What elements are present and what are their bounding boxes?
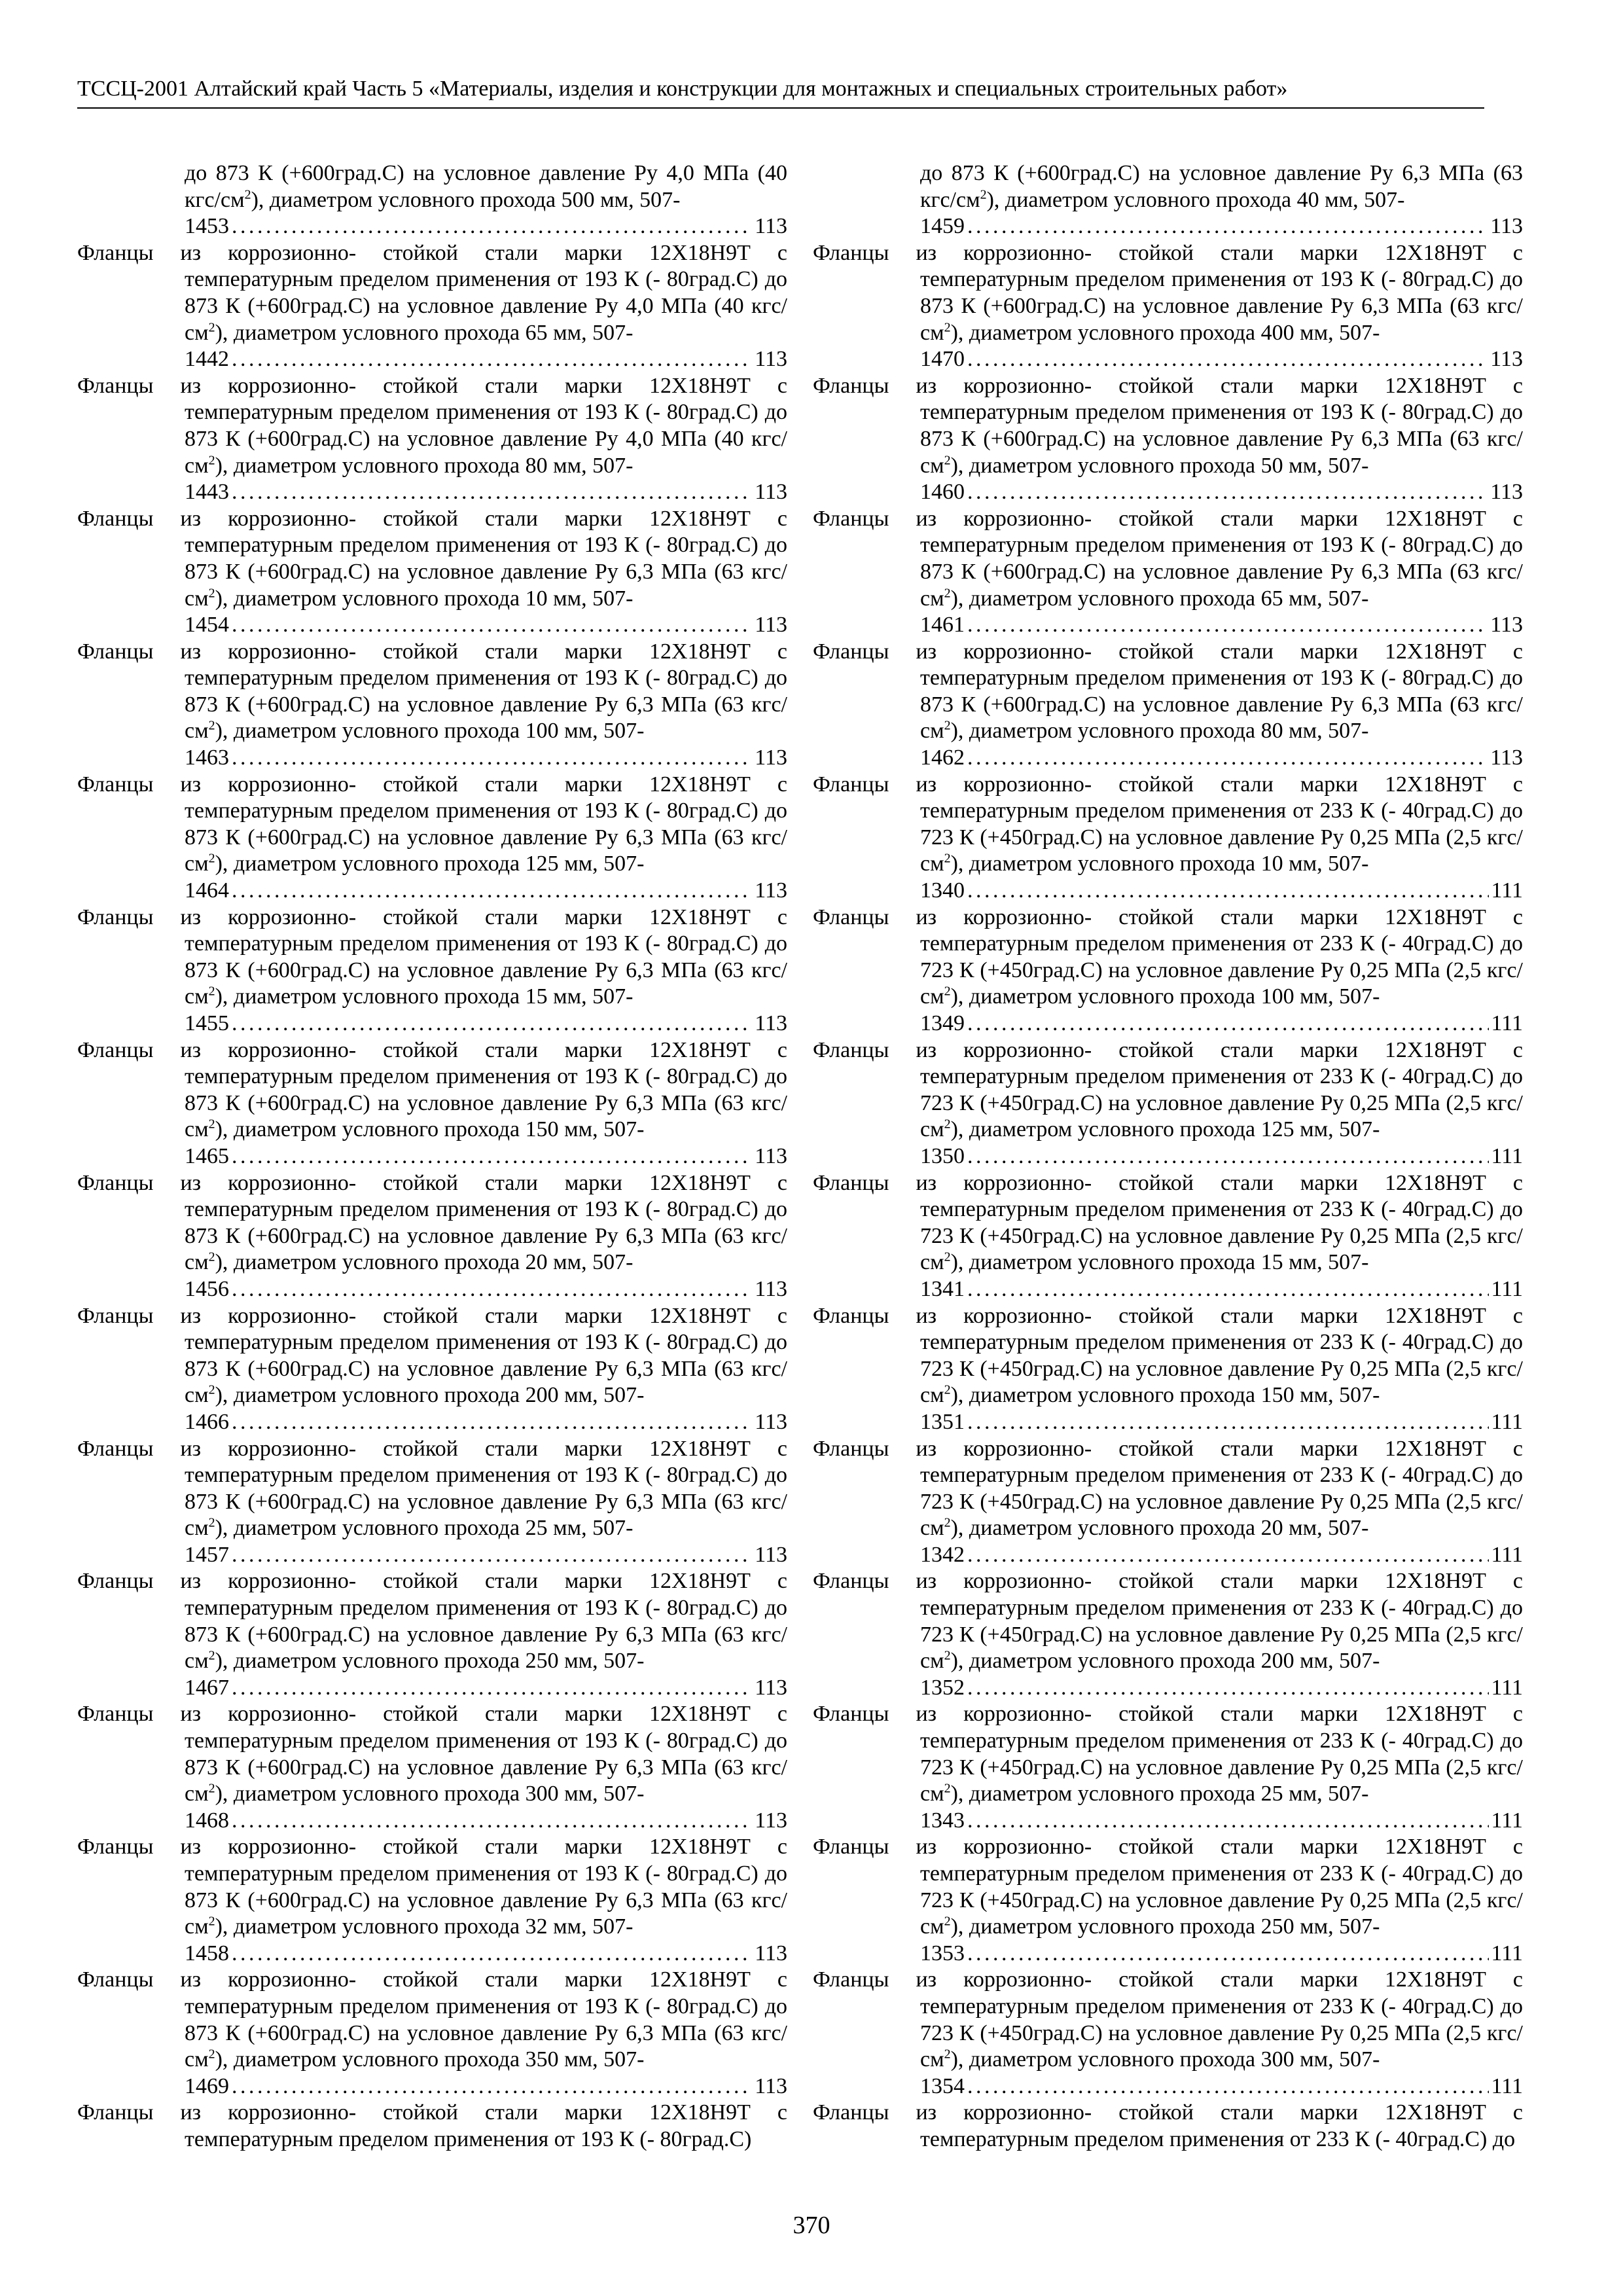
superscript: 2 — [208, 1515, 215, 1530]
page-ref: 113 — [755, 613, 787, 637]
entry-text — [813, 1037, 1523, 1143]
superscript: 2 — [208, 1781, 215, 1796]
item-code: 1463 — [185, 745, 229, 770]
entry-text — [77, 1834, 787, 1940]
index-entry — [77, 1967, 787, 2100]
item-code: 1349 — [920, 1011, 965, 1035]
entry-text — [813, 1170, 1523, 1276]
entry-description-cont: ), диаметром условного прохода 25 мм, 507- — [950, 1782, 1369, 1806]
entry-description: Фланцы из коррозионно- стойкой стали марки 12Х18Н9Т с температурным пределом применения от 193 К (- 80град.С) до 873 К (+600град.С) на условное давление Ру 4,0 МПа (40 кгс/см — [77, 240, 787, 345]
item-code: 1465 — [185, 1143, 229, 1168]
item-code: 1462 — [920, 745, 965, 770]
superscript: 2 — [944, 1914, 951, 1929]
dot-leader — [967, 1409, 1489, 1436]
dot-leader — [967, 1011, 1489, 1037]
superscript: 2 — [944, 1382, 951, 1397]
superscript: 2 — [244, 187, 251, 202]
entry-text — [77, 1037, 787, 1143]
entry-reference-line — [77, 612, 787, 639]
entry-text — [77, 373, 787, 479]
entry-reference-line — [813, 745, 1523, 772]
entry-description: Фланцы из коррозионно- стойкой стали марки 12Х18Н9Т с температурным пределом применения от 233 К (- 40град.С) до 723 К (+450град.С) на условное давление Ру 0,25 МПа (2,5 кгс/см — [813, 905, 1523, 1009]
entry-text — [813, 373, 1523, 479]
dot-leader — [232, 1542, 752, 1569]
entry-reference-line — [813, 612, 1523, 639]
entry-description-cont: ), диаметром условного прохода 65 мм, 507- — [215, 320, 633, 345]
dot-leader — [967, 745, 1488, 772]
left-column — [77, 160, 787, 2153]
entry-description-cont: ), диаметром условного прохода 15 мм, 507- — [215, 984, 633, 1009]
entry-description-cont: ), диаметром условного прохода 100 мм, 507- — [950, 984, 1380, 1009]
entry-reference-line — [77, 1675, 787, 1702]
page-ref: 111 — [1491, 1542, 1523, 1567]
page-ref: 113 — [755, 1941, 787, 1965]
entry-description: Фланцы из коррозионно- стойкой стали марки 12Х18Н9Т с температурным пределом применения от 193 К (- 80град.С) до 873 К (+600град.С) на условное давление Ру 6,3 МПа (63 кгс/см — [77, 639, 787, 744]
item-code: 1353 — [920, 1941, 965, 1965]
entry-description-cont: ), диаметром условного прохода 80 мм, 507- — [950, 719, 1369, 744]
entry-description-cont: ), диаметром условного прохода 150 мм, 507- — [950, 1383, 1380, 1408]
entry-text — [813, 506, 1523, 612]
index-entry — [813, 772, 1523, 905]
dot-leader — [967, 1542, 1489, 1569]
item-code: 1351 — [920, 1409, 965, 1434]
item-code: 1468 — [185, 1808, 229, 1833]
item-code: 1350 — [920, 1143, 965, 1168]
page-ref: 111 — [1491, 1143, 1523, 1168]
item-code: 1352 — [920, 1675, 965, 1700]
page-ref: 111 — [1491, 878, 1523, 903]
entry-reference-line — [77, 745, 787, 772]
entry-description: Фланцы из коррозионно- стойкой стали марки 12Х18Н9Т с температурным пределом применения от 233 К (- 40град.С) до 723 К (+450град.С) на условное давление Ру 0,25 МПа (2,5 кгс/см — [813, 1436, 1523, 1541]
entry-description: Фланцы из коррозионно- стойкой стали марки 12Х18Н9Т с температурным пределом применения от 233 К (- 40град.С) до 723 К (+450град.С) на условное давление Ру 0,25 МПа (2,5 кгс/см — [813, 1967, 1523, 2072]
entry-text — [77, 2100, 787, 2153]
page-ref: 113 — [755, 214, 787, 239]
superscript: 2 — [944, 2047, 951, 2062]
entry-description-cont: ), диаметром условного прохода 300 мм, 507- — [215, 1782, 645, 1806]
superscript: 2 — [208, 719, 215, 734]
item-code: 1461 — [920, 613, 965, 637]
item-code: 1354 — [920, 2073, 965, 2098]
dot-leader — [232, 1011, 752, 1037]
superscript: 2 — [208, 320, 215, 335]
entry-description: Фланцы из коррозионно- стойкой стали марки 12Х18Н9Т с температурным пределом применения от 193 К (- 80град.С) до 873 К (+600град.С) на условное давление Ру 6,3 МПа (63 кгс/см — [77, 1037, 787, 1142]
item-code: 1442 — [185, 347, 229, 372]
entry-reference-line — [77, 1276, 787, 1303]
entry-reference-line — [813, 1941, 1523, 1967]
dot-leader — [232, 1941, 752, 1967]
entry-reference-line — [77, 1941, 787, 1967]
item-code: 1343 — [920, 1808, 965, 1833]
page-ref: 111 — [1491, 2073, 1523, 2098]
entry-reference-line — [77, 213, 787, 240]
entry-description-cont: ), диаметром условного прохода 40 мм, 507- — [986, 187, 1405, 212]
entry-description-cont: ), диаметром условного прохода 250 мм, 507- — [950, 1914, 1380, 1939]
index-entry — [813, 1967, 1523, 2100]
superscript: 2 — [944, 1648, 951, 1663]
page-ref: 113 — [1490, 480, 1523, 505]
entry-description: Фланцы из коррозионно- стойкой стали марки 12Х18Н9Т с температурным пределом применения от 233 К (- 40град.С) до 723 К (+450град.С) на условное давление Ру 0,25 МПа (2,5 кгс/см — [813, 1569, 1523, 1674]
entry-text — [813, 2100, 1523, 2153]
superscript: 2 — [208, 1914, 215, 1929]
entry-description-cont: ), диаметром условного прохода 500 мм, 507- — [251, 187, 681, 212]
entry-text — [77, 905, 787, 1011]
entry-description: Фланцы из коррозионно- стойкой стали марки 12Х18Н9Т с температурным пределом применения от 193 К (- 80град.С) до 873 К (+600град.С) на условное давление Ру 6,3 МПа (63 кгс/см — [77, 1702, 787, 1806]
entry-description-cont: ), диаметром условного прохода 200 мм, 507- — [215, 1383, 645, 1408]
item-code: 1458 — [185, 1941, 229, 1965]
dot-leader — [232, 479, 752, 506]
entry-reference-line — [813, 878, 1523, 905]
entry-text — [813, 1568, 1523, 1674]
index-entry — [77, 2100, 787, 2153]
index-entry — [77, 1834, 787, 1967]
entry-text — [77, 1303, 787, 1409]
entry-text — [77, 1701, 787, 1807]
index-entry — [77, 772, 787, 905]
superscript: 2 — [208, 1648, 215, 1663]
entry-reference-line — [813, 2073, 1523, 2100]
page-ref: 113 — [1490, 613, 1523, 637]
item-code: 1470 — [920, 347, 965, 372]
dot-leader — [967, 1143, 1489, 1170]
page-ref: 111 — [1491, 1941, 1523, 1965]
entry-description: Фланцы из коррозионно- стойкой стали марки 12Х18Н9Т с температурным пределом применения от 193 К (- 80град.С) до 873 К (+600град.С) на условное давление Ру 6,3 МПа (63 кгс/см — [77, 506, 787, 611]
index-entry — [813, 1568, 1523, 1701]
dot-leader — [232, 745, 752, 772]
page-ref: 113 — [755, 347, 787, 372]
page-ref: 113 — [1490, 745, 1523, 770]
item-code: 1460 — [920, 480, 965, 505]
entry-description: Фланцы из коррозионно- стойкой стали марки 12Х18Н9Т с температурным пределом применения от 233 К (- 40град.С) до 723 К (+450град.С) на условное давление Ру 0,25 МПа (2,5 кгс/см — [813, 1303, 1523, 1408]
superscript: 2 — [208, 984, 215, 999]
index-entry — [77, 506, 787, 639]
superscript: 2 — [208, 1382, 215, 1397]
entry-description: Фланцы из коррозионно- стойкой стали марки 12Х18Н9Т с температурным пределом применения от 193 К (- 80град.С) до 873 К (+600град.С) на условное давление Ру 6,3 МПа (63 кгс/см — [77, 1967, 787, 2072]
entry-text — [77, 1568, 787, 1674]
superscript: 2 — [208, 586, 215, 601]
index-entry — [813, 506, 1523, 639]
index-entry — [813, 2100, 1523, 2153]
entry-description: до 873 К (+600град.С) на условное давление Ру 6,3 МПа (63 кгс/см — [920, 161, 1523, 212]
dot-leader — [967, 1276, 1489, 1303]
page-number: 370 — [793, 2212, 830, 2239]
page-ref: 113 — [755, 1276, 787, 1301]
index-entry — [813, 1037, 1523, 1170]
dot-leader — [232, 878, 752, 905]
entry-description-cont: ), диаметром условного прохода 350 мм, 507- — [215, 2047, 645, 2072]
superscript: 2 — [944, 453, 951, 468]
page-ref: 113 — [1490, 347, 1523, 372]
page-ref: 113 — [755, 2073, 787, 2098]
entry-text — [77, 506, 787, 612]
dot-leader — [232, 213, 752, 240]
item-code: 1342 — [920, 1542, 965, 1567]
entry-reference-line — [77, 346, 787, 373]
dot-leader — [967, 346, 1488, 373]
entry-description: Фланцы из коррозионно- стойкой стали марки 12Х18Н9Т с температурным пределом применения от 193 К (- 80град.С) до 873 К (+600град.С) на условное давление Ру 6,3 МПа (63 кгс/см — [77, 1436, 787, 1541]
page-ref: 111 — [1491, 1276, 1523, 1301]
entry-reference-line — [813, 213, 1523, 240]
dot-leader — [232, 1808, 752, 1835]
entry-description: Фланцы из коррозионно- стойкой стали марки 12Х18Н9Т с температурным пределом применения от 233 К (- 40град.С) до 723 К (+450град.С) на условное давление Ру 0,25 МПа (2,5 кгс/см — [813, 1037, 1523, 1142]
entry-text — [813, 160, 1523, 213]
entry-description-cont: ), диаметром условного прохода 25 мм, 507- — [215, 1516, 633, 1541]
superscript: 2 — [944, 1117, 951, 1132]
entry-text — [77, 1967, 787, 2073]
index-entry — [77, 1436, 787, 1569]
entry-description-cont: ), диаметром условного прохода 100 мм, 507- — [215, 719, 645, 744]
entry-description: Фланцы из коррозионно- стойкой стали марки 12Х18Н9Т с температурным пределом применения от 193 К (- 80град.С) до 873 К (+600град.С) на условное давление Ру 6,3 МПа (63 кгс/см — [813, 506, 1523, 611]
entry-description-cont: ), диаметром условного прохода 125 мм, 507- — [215, 852, 645, 876]
entry-description-cont: ), диаметром условного прохода 20 мм, 507- — [215, 1250, 633, 1275]
page-ref: 113 — [755, 1409, 787, 1434]
dot-leader — [967, 1808, 1489, 1835]
page-ref: 111 — [1491, 1409, 1523, 1434]
superscript: 2 — [944, 320, 951, 335]
item-code: 1453 — [185, 214, 229, 239]
item-code: 1467 — [185, 1675, 229, 1700]
item-code: 1459 — [920, 214, 965, 239]
entry-reference-line — [813, 1675, 1523, 1702]
entry-reference-line — [77, 1409, 787, 1436]
page-ref: 111 — [1491, 1808, 1523, 1833]
entry-reference-line — [813, 1143, 1523, 1170]
index-entry — [813, 1701, 1523, 1834]
entry-text — [813, 1436, 1523, 1542]
entry-reference-line — [77, 1143, 787, 1170]
entry-reference-line — [813, 346, 1523, 373]
entry-text — [813, 240, 1523, 346]
index-entry — [77, 240, 787, 373]
page-ref: 111 — [1491, 1675, 1523, 1700]
entry-description-cont: ), диаметром условного прохода 65 мм, 507- — [950, 586, 1369, 611]
entry-description: Фланцы из коррозионно- стойкой стали марки 12Х18Н9Т с температурным пределом применения от 233 К (- 40град.С) до 723 К (+450град.С) на условное давление Ру 0,25 МПа (2,5 кгс/см — [813, 772, 1523, 876]
index-entry — [77, 160, 787, 240]
entry-description: Фланцы из коррозионно- стойкой стали марки 12Х18Н9Т с температурным пределом применения от 193 К (- 80град.С) до 873 К (+600град.С) на условное давление Ру 6,3 МПа (63 кгс/см — [77, 1569, 787, 1674]
entry-description: Фланцы из коррозионно- стойкой стали марки 12Х18Н9Т с температурным пределом применения от 193 К (- 80град.С) до 873 К (+600град.С) на условное давление Ру 6,3 МПа (63 кгс/см — [77, 772, 787, 876]
entry-text — [77, 639, 787, 745]
entry-description: Фланцы из коррозионно- стойкой стали марки 12Х18Н9Т с температурным пределом применения от 193 К (- 80град.С) до 873 К (+600град.С) на условное давление Ру 6,3 МПа (63 кгс/см — [813, 240, 1523, 345]
dot-leader — [232, 612, 752, 639]
index-entry — [813, 373, 1523, 506]
page-ref: 113 — [755, 1011, 787, 1035]
item-code: 1456 — [185, 1276, 229, 1301]
entry-text — [813, 1303, 1523, 1409]
entry-description: Фланцы из коррозионно- стойкой стали марки 12Х18Н9Т с температурным пределом применения от 193 К (- 80град.С) до 873 К (+600град.С) на условное давление Ру 6,3 МПа (63 кгс/см — [77, 905, 787, 1009]
entry-description: Фланцы из коррозионно- стойкой стали марки 12Х18Н9Т с температурным пределом применения от 233 К (- 40град.С) до 723 К (+450град.С) на условное давление Ру 0,25 МПа (2,5 кгс/см — [813, 1702, 1523, 1806]
entry-reference-line — [813, 1011, 1523, 1037]
item-code: 1455 — [185, 1011, 229, 1035]
index-entry — [77, 1568, 787, 1701]
entry-text — [77, 772, 787, 878]
index-entry — [813, 1436, 1523, 1569]
index-entry — [813, 1303, 1523, 1436]
entry-description-cont: ), диаметром условного прохода 300 мм, 507- — [950, 2047, 1380, 2072]
entry-text — [813, 639, 1523, 745]
superscript: 2 — [208, 453, 215, 468]
dot-leader — [967, 479, 1488, 506]
item-code: 1340 — [920, 878, 965, 903]
entry-description: Фланцы из коррозионно- стойкой стали марки 12Х18Н9Т с температурным пределом применения от 193 К (- 80град.С) до 873 К (+600град.С) на условное давление Ру 6,3 МПа (63 кгс/см — [77, 1303, 787, 1408]
superscript: 2 — [944, 1515, 951, 1530]
entry-description: Фланцы из коррозионно- стойкой стали марки 12Х18Н9Т с температурным пределом применения от 193 К (- 80град.С) до 873 К (+600град.С) на условное давление Ру 4,0 МПа (40 кгс/см — [77, 373, 787, 478]
superscript: 2 — [980, 187, 987, 202]
entry-description-cont: ), диаметром условного прохода 80 мм, 507- — [215, 453, 633, 478]
page-ref: 113 — [755, 1542, 787, 1567]
superscript: 2 — [944, 1250, 951, 1265]
entry-reference-line — [813, 1276, 1523, 1303]
entry-description: Фланцы из коррозионно- стойкой стали марки 12Х18Н9Т с температурным пределом применения от 193 К (- 80град.С) до 873 К (+600град.С) на условное давление Ру 6,3 МПа (63 кгс/см — [813, 373, 1523, 478]
item-code: 1469 — [185, 2073, 229, 2098]
entry-reference-line — [77, 1808, 787, 1835]
entry-reference-line — [77, 1542, 787, 1569]
superscript: 2 — [944, 984, 951, 999]
superscript: 2 — [944, 1781, 951, 1796]
entry-reference-line — [813, 1542, 1523, 1569]
entry-description: Фланцы из коррозионно- стойкой стали марки 12Х18Н9Т с температурным пределом применения от 233 К (- 40град.С) до 723 К (+450град.С) на условное давление Ру 0,25 МПа (2,5 кгс/см — [813, 1170, 1523, 1275]
entry-description-cont: ), диаметром условного прохода 32 мм, 507- — [215, 1914, 633, 1939]
dot-leader — [967, 213, 1488, 240]
entry-description-cont: ), диаметром условного прохода 50 мм, 507- — [950, 453, 1369, 478]
page-ref: 113 — [755, 1808, 787, 1833]
entry-description: Фланцы из коррозионно- стойкой стали марки 12Х18Н9Т с температурным пределом применения от 193 К (- 80град.С) — [77, 2100, 787, 2151]
entry-reference-line — [77, 1011, 787, 1037]
entry-text — [77, 1170, 787, 1276]
dot-leader — [232, 1409, 752, 1436]
entry-description: Фланцы из коррозионно- стойкой стали марки 12Х18Н9Т с температурным пределом применения от 193 К (- 80град.С) до 873 К (+600град.С) на условное давление Ру 6,3 МПа (63 кгс/см — [77, 1170, 787, 1275]
superscript: 2 — [944, 586, 951, 601]
entry-description-cont: ), диаметром условного прохода 250 мм, 507- — [215, 1649, 645, 1674]
entry-text — [77, 160, 787, 213]
page-header: ТССЦ-2001 Алтайский край Часть 5 «Материалы, изделия и конструкции для монтажных и специальных строительных работ» — [77, 75, 1484, 109]
page-ref: 113 — [755, 1675, 787, 1700]
superscript: 2 — [208, 1117, 215, 1132]
item-code: 1457 — [185, 1542, 229, 1567]
dot-leader — [967, 878, 1489, 905]
dot-leader — [967, 1941, 1489, 1967]
dot-leader — [232, 1276, 752, 1303]
superscript: 2 — [944, 852, 951, 867]
entry-text — [813, 905, 1523, 1011]
page-ref: 113 — [1490, 214, 1523, 239]
dot-leader — [232, 1675, 752, 1702]
index-entry — [77, 1037, 787, 1170]
index-entry — [813, 639, 1523, 772]
entry-description-cont: ), диаметром условного прохода 200 мм, 507- — [950, 1649, 1380, 1674]
index-entry — [813, 160, 1523, 240]
entry-reference-line — [813, 479, 1523, 506]
entry-description-cont: ), диаметром условного прохода 150 мм, 507- — [215, 1117, 645, 1142]
superscript: 2 — [208, 2047, 215, 2062]
entry-reference-line — [77, 479, 787, 506]
superscript: 2 — [208, 852, 215, 867]
index-entry — [813, 905, 1523, 1037]
entry-description-cont: ), диаметром условного прохода 125 мм, 507- — [950, 1117, 1380, 1142]
index-entry — [77, 1701, 787, 1834]
entry-description-cont: ), диаметром условного прохода 15 мм, 507- — [950, 1250, 1369, 1275]
entry-reference-line — [77, 878, 787, 905]
entry-description: Фланцы из коррозионно- стойкой стали марки 12Х18Н9Т с температурным пределом применения от 233 К (- 40град.С) до — [813, 2100, 1523, 2151]
index-entry — [77, 373, 787, 506]
superscript: 2 — [208, 1250, 215, 1265]
index-entry — [813, 1834, 1523, 1967]
entry-description: до 873 К (+600град.С) на условное давление Ру 4,0 МПа (40 кгс/см — [185, 161, 787, 212]
item-code: 1443 — [185, 480, 229, 505]
page-ref: 113 — [755, 878, 787, 903]
entry-text — [813, 1701, 1523, 1807]
index-entry — [77, 905, 787, 1037]
item-code: 1464 — [185, 878, 229, 903]
dot-leader — [232, 346, 752, 373]
entry-text — [77, 240, 787, 346]
page-ref: 113 — [755, 480, 787, 505]
dot-leader — [232, 2073, 752, 2100]
item-code: 1454 — [185, 613, 229, 637]
dot-leader — [967, 612, 1488, 639]
superscript: 2 — [944, 719, 951, 734]
entry-description-cont: ), диаметром условного прохода 10 мм, 507- — [950, 852, 1369, 876]
entry-text — [77, 1436, 787, 1542]
entry-description-cont: ), диаметром условного прохода 400 мм, 507- — [950, 320, 1380, 345]
index-entry — [77, 1170, 787, 1303]
entry-description: Фланцы из коррозионно- стойкой стали марки 12Х18Н9Т с температурным пределом применения от 193 К (- 80град.С) до 873 К (+600град.С) на условное давление Ру 6,3 МПа (63 кгс/см — [813, 639, 1523, 744]
entry-text — [813, 1967, 1523, 2073]
entry-reference-line — [813, 1409, 1523, 1436]
entry-description: Фланцы из коррозионно- стойкой стали марки 12Х18Н9Т с температурным пределом применения от 193 К (- 80град.С) до 873 К (+600град.С) на условное давление Ру 6,3 МПа (63 кгс/см — [77, 1835, 787, 1939]
page-ref: 111 — [1491, 1011, 1523, 1035]
page-ref: 113 — [755, 745, 787, 770]
entry-text — [813, 772, 1523, 878]
entry-text — [813, 1834, 1523, 1940]
item-code: 1341 — [920, 1276, 965, 1301]
page-ref: 113 — [755, 1143, 787, 1168]
right-column — [813, 160, 1523, 2153]
entry-reference-line — [77, 2073, 787, 2100]
index-entry — [813, 240, 1523, 373]
index-entry — [77, 639, 787, 772]
item-code: 1466 — [185, 1409, 229, 1434]
index-entry — [813, 1170, 1523, 1303]
entry-description-cont: ), диаметром условного прохода 10 мм, 507- — [215, 586, 633, 611]
entry-reference-line — [813, 1808, 1523, 1835]
index-entry — [77, 1303, 787, 1436]
entry-description-cont: ), диаметром условного прохода 20 мм, 507- — [950, 1516, 1369, 1541]
dot-leader — [232, 1143, 752, 1170]
dot-leader — [967, 1675, 1489, 1702]
entry-description: Фланцы из коррозионно- стойкой стали марки 12Х18Н9Т с температурным пределом применения от 233 К (- 40град.С) до 723 К (+450град.С) на условное давление Ру 0,25 МПа (2,5 кгс/см — [813, 1835, 1523, 1939]
dot-leader — [967, 2073, 1489, 2100]
